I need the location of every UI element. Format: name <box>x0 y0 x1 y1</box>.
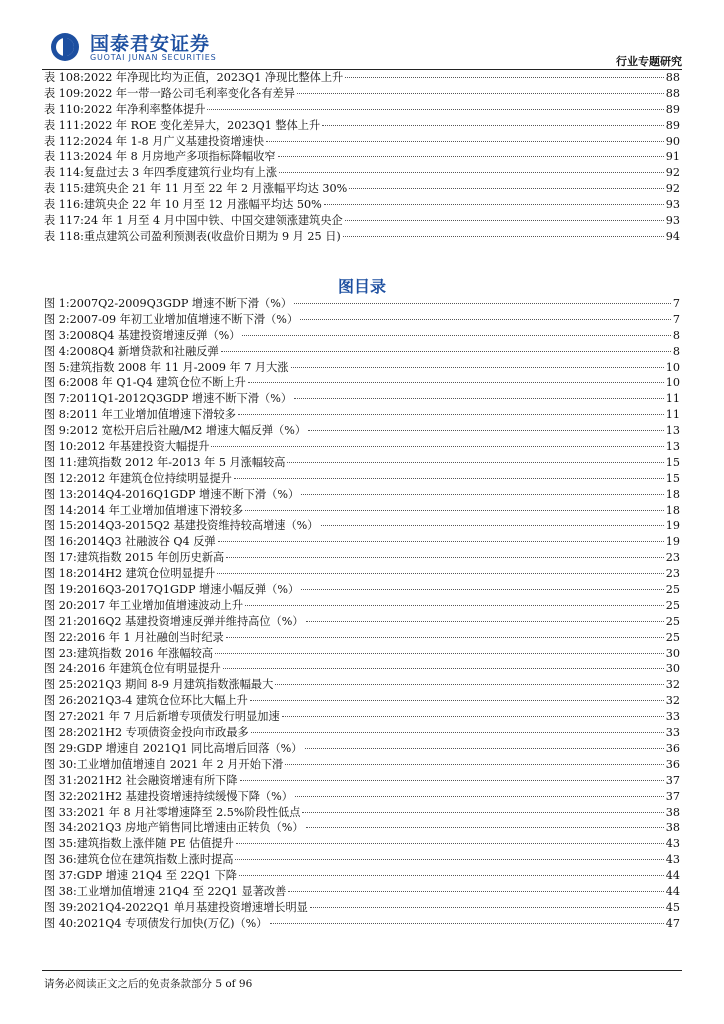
entry-number: 图 27: <box>44 710 77 724</box>
toc-entry-figure[interactable] <box>44 661 680 677</box>
entry-page-number: 38 <box>665 821 680 835</box>
entry-number: 图 29: <box>44 741 77 755</box>
toc-entry-figure[interactable] <box>44 534 680 550</box>
entry-title: 2014Q3 社融波谷 Q4 反弹 <box>76 535 216 549</box>
entry-number: 图 30: <box>44 757 77 771</box>
toc-entry-table[interactable] <box>44 102 680 118</box>
dot-leader <box>234 478 664 479</box>
entry-page-number: 7 <box>672 297 680 310</box>
entry-number: 表 109: <box>44 86 84 100</box>
toc-entry-table[interactable] <box>44 70 680 86</box>
entry-number: 图 9: <box>44 424 70 438</box>
entry-title: 建筑指数 2012 年-2013 年 5 月涨幅较高 <box>76 455 286 469</box>
entry-page-number: 93 <box>665 214 680 228</box>
tables-toc-list <box>44 70 680 245</box>
toc-entry-figure[interactable] <box>44 439 680 455</box>
dot-leader <box>239 875 664 876</box>
entry-title: 建筑仓位在建筑指数上涨时提高 <box>76 853 234 867</box>
entry-page-number: 89 <box>665 118 680 132</box>
toc-entry-figure[interactable] <box>44 487 680 503</box>
toc-entry-figure[interactable] <box>44 582 680 598</box>
entry-number: 图 11: <box>44 455 77 469</box>
entry-title: 2024 年 1-8 月广义基建投资增速快 <box>83 134 265 148</box>
entry-page-number: 89 <box>665 102 680 116</box>
entry-title: 建筑指数上涨伴随 PE 估值提升 <box>76 837 234 851</box>
toc-entry-figure[interactable] <box>44 598 680 614</box>
toc-entry-figure[interactable] <box>44 375 680 391</box>
dot-leader <box>285 764 664 765</box>
page-footer: 请务必阅读正文之后的免责条款部分 5 of 96 <box>44 978 253 990</box>
entry-page-number: 30 <box>665 662 680 676</box>
toc-entry-figure[interactable] <box>44 391 680 407</box>
entry-number: 图 3: <box>44 328 70 342</box>
entry-number: 表 115: <box>44 182 84 196</box>
entry-title: 2012 年基建投资大幅提升 <box>76 440 210 454</box>
toc-entry-figure[interactable] <box>44 423 680 439</box>
entry-page-number: 8 <box>672 328 680 342</box>
toc-entry-table[interactable] <box>44 165 680 181</box>
entry-number: 表 114: <box>44 166 84 180</box>
dot-leader <box>294 303 671 304</box>
entry-title: 建筑央企 21 年 11 月至 22 年 2 月涨幅平均达 30% <box>83 182 348 196</box>
entry-page-number: 43 <box>665 837 680 851</box>
dot-leader <box>295 796 664 797</box>
dot-leader <box>288 891 663 892</box>
dot-leader <box>308 430 664 431</box>
toc-entry-figure[interactable] <box>44 868 680 884</box>
toc-entry-figure[interactable] <box>44 518 680 534</box>
toc-entry-figure[interactable] <box>44 725 680 741</box>
entry-title: 2021Q3 房地产销售同比增速由正转负（%） <box>76 821 304 835</box>
entry-title: 2008Q4 新增贷款和社融反弹 <box>69 344 219 358</box>
toc-entry-figure[interactable] <box>44 836 680 852</box>
entry-title: 建筑央企 22 年 10 月至 12 月涨幅平均达 50% <box>83 198 322 212</box>
entry-page-number: 15 <box>665 471 680 485</box>
entry-title: 建筑指数 2008 年 11 月-2009 年 7 月大涨 <box>69 360 289 374</box>
toc-entry-figure[interactable] <box>44 820 680 836</box>
entry-number: 表 112: <box>44 134 84 148</box>
entry-title: 2007Q2-2009Q3GDP 增速不断下滑（%） <box>69 297 293 310</box>
entry-page-number: 33 <box>665 710 680 724</box>
toc-entry-figure[interactable] <box>44 550 680 566</box>
entry-title: 2021Q3 期间 8-9 月建筑指数涨幅最大 <box>76 678 274 692</box>
dot-leader <box>291 367 664 368</box>
entry-title: 2016 年 1 月社融创当时纪录 <box>76 630 224 644</box>
entry-page-number: 25 <box>665 614 680 628</box>
dot-leader <box>215 653 664 654</box>
entry-number: 图 7: <box>44 392 70 406</box>
guotai-junan-logo-icon <box>50 32 80 62</box>
entry-page-number: 10 <box>665 376 680 390</box>
entry-number: 图 39: <box>44 900 77 914</box>
entry-number: 图 10: <box>44 440 77 454</box>
entry-page-number: 10 <box>665 360 680 374</box>
entry-page-number: 33 <box>665 726 680 740</box>
dot-leader <box>345 77 664 78</box>
entry-title: 2021Q3-4 建筑仓位环比大幅上升 <box>76 694 248 708</box>
toc-entry-figure[interactable] <box>44 471 680 487</box>
toc-entry-table[interactable] <box>44 229 680 245</box>
entry-number: 图 4: <box>44 344 70 358</box>
entry-number: 图 17: <box>44 551 77 565</box>
entry-page-number: 93 <box>665 198 680 212</box>
entry-title: 2022 年 ROE 变化差异大，2023Q1 整体上升 <box>83 118 321 132</box>
report-type-label: 行业专题研究 <box>616 55 682 68</box>
entry-number: 图 40: <box>44 916 77 930</box>
entry-title: 2021Q4 专项债发行加快(万亿)（%） <box>76 916 268 930</box>
entry-number: 图 2: <box>44 312 70 326</box>
entry-number: 图 31: <box>44 773 77 787</box>
entry-number: 图 22: <box>44 630 77 644</box>
entry-title: 2021H2 社会融资增速有所下降 <box>76 773 238 787</box>
toc-entry-figure[interactable] <box>44 900 680 916</box>
entry-number: 图 18: <box>44 567 77 581</box>
entry-number: 图 13: <box>44 487 77 501</box>
toc-entry-figure[interactable] <box>44 773 680 789</box>
dot-leader <box>297 93 664 94</box>
entry-title: 2007-09 年初工业增加值增速不断下滑（%） <box>69 312 299 326</box>
entry-page-number: 11 <box>665 408 680 422</box>
dot-leader <box>294 398 664 399</box>
entry-number: 图 15: <box>44 519 77 533</box>
toc-entry-figure[interactable] <box>44 328 680 344</box>
dot-leader <box>245 510 664 511</box>
entry-title: 2011Q1-2012Q3GDP 增速不断下滑（%） <box>69 392 293 406</box>
entry-page-number: 25 <box>665 598 680 612</box>
entry-page-number: 91 <box>665 150 680 164</box>
dot-leader <box>278 156 664 157</box>
entry-number: 图 26: <box>44 694 77 708</box>
entry-page-number: 36 <box>665 757 680 771</box>
entry-number: 图 20: <box>44 598 77 612</box>
entry-number: 表 110: <box>44 102 84 116</box>
dot-leader <box>235 859 663 860</box>
toc-entry-figure[interactable] <box>44 344 680 360</box>
dot-leader <box>349 188 664 189</box>
dot-leader <box>226 557 664 558</box>
entry-number: 图 25: <box>44 678 77 692</box>
entry-number: 图 36: <box>44 853 77 867</box>
dot-leader <box>302 812 663 813</box>
entry-page-number: 11 <box>665 392 680 406</box>
entry-number: 图 32: <box>44 789 77 803</box>
entry-number: 图 21: <box>44 614 77 628</box>
entry-number: 图 12: <box>44 471 77 485</box>
dot-leader <box>245 605 664 606</box>
entry-title: 2008Q4 基建投资增速反弹（%） <box>69 328 241 342</box>
toc-entry-table[interactable] <box>44 197 680 213</box>
entry-title: 建筑指数 2016 年涨幅较高 <box>76 646 214 660</box>
entry-title: 2011 年工业增加值增速下滑较多 <box>69 408 236 422</box>
entry-title: GDP 增速 21Q4 至 22Q1 下降 <box>76 869 237 883</box>
dot-leader <box>301 494 664 495</box>
toc-entry-figure[interactable] <box>44 630 680 646</box>
toc-entry-figure[interactable] <box>44 312 680 328</box>
entry-page-number: 44 <box>665 884 680 898</box>
footer-divider <box>42 970 682 971</box>
entry-page-number: 32 <box>665 694 680 708</box>
entry-number: 图 24: <box>44 662 77 676</box>
entry-page-number: 37 <box>665 773 680 787</box>
entry-title: 2012 年建筑仓位持续明显提升 <box>76 471 232 485</box>
dot-leader <box>343 236 664 237</box>
entry-page-number: 36 <box>665 741 680 755</box>
entry-page-number: 90 <box>665 134 680 148</box>
entry-title: 2016Q3-2017Q1GDP 增速小幅反弹（%） <box>76 583 300 597</box>
toc-entry-figure[interactable] <box>44 741 680 757</box>
entry-title: 2014 年工业增加值增速下滑较多 <box>76 503 244 517</box>
entry-page-number: 13 <box>665 440 680 454</box>
entry-number: 图 34: <box>44 821 77 835</box>
entry-page-number: 23 <box>665 551 680 565</box>
toc-entry-figure[interactable] <box>44 789 680 805</box>
toc-entry-table[interactable] <box>44 86 680 102</box>
dot-leader <box>306 621 664 622</box>
dot-leader <box>207 109 663 110</box>
entry-title: 2021H2 基建投资增速持续缓慢下降（%） <box>76 789 293 803</box>
entry-title: 重点建筑公司盈利预测表(收盘价日期为 9 月 25 日) <box>83 229 341 243</box>
toc-entry-figure[interactable] <box>44 677 680 693</box>
entry-page-number: 37 <box>665 789 680 803</box>
entry-title: 2014H2 建筑仓位明显提升 <box>76 567 216 581</box>
toc-entry-figure[interactable] <box>44 693 680 709</box>
entry-number: 表 111: <box>44 118 84 132</box>
dot-leader <box>226 637 664 638</box>
entry-title: 2024 年 8 月房地产多项指标降幅收窄 <box>83 150 276 164</box>
entry-number: 图 5: <box>44 360 70 374</box>
entry-title: 2012 宽松开启后社融/M2 增速大幅反弹（%） <box>69 424 307 438</box>
entry-page-number: 25 <box>665 583 680 597</box>
entry-page-number: 23 <box>665 567 680 581</box>
dot-leader <box>321 525 664 526</box>
brand-name-cn: 国泰君安证券 <box>90 33 211 55</box>
entry-page-number: 25 <box>665 630 680 644</box>
entry-number: 图 23: <box>44 646 77 660</box>
entry-title: 2016 年建筑仓位有明显提升 <box>76 662 221 676</box>
entry-page-number: 13 <box>665 424 680 438</box>
dot-leader <box>240 780 664 781</box>
entry-page-number: 19 <box>665 535 680 549</box>
entry-number: 图 6: <box>44 376 70 390</box>
dot-leader <box>242 335 670 336</box>
entry-number: 表 117: <box>44 214 84 228</box>
entry-page-number: 32 <box>665 678 680 692</box>
toc-entry-figure[interactable] <box>44 709 680 725</box>
dot-leader <box>301 589 664 590</box>
entry-number: 图 33: <box>44 805 77 819</box>
entry-page-number: 18 <box>665 487 680 501</box>
entry-title: 24 年 1 月至 4 月中国中铁、中国交建领涨建筑央企 <box>83 214 343 228</box>
entry-title: 2016Q2 基建投资增速反弹并维持高位（%） <box>76 614 304 628</box>
dot-leader <box>221 351 671 352</box>
dot-leader <box>270 923 664 924</box>
entry-title: 2014Q4-2016Q1GDP 增速不断下滑（%） <box>76 487 300 501</box>
entry-title: 2021 年 8 月社零增速降至 2.5%阶段性低点 <box>76 805 301 819</box>
entry-number: 图 28: <box>44 726 77 740</box>
toc-entry-figure[interactable] <box>44 805 680 821</box>
dot-leader <box>211 446 663 447</box>
toc-entry-figure[interactable] <box>44 566 680 582</box>
entry-title: 复盘过去 3 年四季度建筑行业均有上涨 <box>83 166 278 180</box>
toc-entry-figure[interactable] <box>44 884 680 900</box>
entry-page-number: 18 <box>665 503 680 517</box>
entry-page-number: 47 <box>665 916 680 930</box>
brand-name-en: GUOTAI JUNAN SECURITIES <box>90 53 217 62</box>
entry-number: 表 113: <box>44 150 84 164</box>
toc-entry-figure[interactable] <box>44 757 680 773</box>
entry-number: 图 16: <box>44 535 77 549</box>
entry-page-number: 38 <box>665 805 680 819</box>
entry-page-number: 45 <box>665 900 680 914</box>
entry-page-number: 30 <box>665 646 680 660</box>
toc-entry-figure[interactable] <box>44 407 680 423</box>
dot-leader <box>238 414 664 415</box>
dot-leader <box>279 172 664 173</box>
dot-leader <box>324 204 664 205</box>
toc-entry-figure[interactable] <box>44 614 680 630</box>
entry-title: GDP 增速自 2021Q1 同比高增后回落（%） <box>76 741 303 755</box>
entry-number: 图 35: <box>44 837 77 851</box>
dot-leader <box>322 125 664 126</box>
dot-leader <box>305 748 664 749</box>
entry-page-number: 8 <box>672 344 680 358</box>
entry-title: 2008 年 Q1-Q4 建筑仓位不断上升 <box>69 376 246 390</box>
toc-entry-table[interactable] <box>44 181 680 197</box>
entry-page-number: 88 <box>665 71 680 84</box>
dot-leader <box>248 382 664 383</box>
dot-leader <box>218 541 664 542</box>
entry-page-number: 44 <box>665 869 680 883</box>
dot-leader <box>306 827 664 828</box>
entry-number: 表 118: <box>44 229 84 243</box>
toc-entry-table[interactable] <box>44 213 680 229</box>
entry-number: 图 19: <box>44 583 77 597</box>
dot-leader <box>287 462 663 463</box>
entry-page-number: 88 <box>665 86 680 100</box>
toc-entry-figure[interactable] <box>44 646 680 662</box>
entry-number: 表 108: <box>44 71 84 84</box>
toc-entry-figure[interactable] <box>44 360 680 376</box>
entry-number: 图 8: <box>44 408 70 422</box>
entry-page-number: 92 <box>665 182 680 196</box>
toc-entry-table[interactable] <box>44 134 680 150</box>
entry-title: 工业增加值增速自 2021 年 2 月开始下滑 <box>76 757 284 771</box>
entry-page-number: 92 <box>665 166 680 180</box>
dot-leader <box>300 319 671 320</box>
entry-title: 2021H2 专项债资金投向市政最多 <box>76 726 249 740</box>
entry-number: 图 38: <box>44 884 77 898</box>
toc-entry-figure[interactable] <box>44 503 680 519</box>
dot-leader <box>275 684 663 685</box>
entry-title: 2017 年工业增加值增速波动上升 <box>76 598 244 612</box>
dot-leader <box>310 907 664 908</box>
dot-leader <box>345 220 664 221</box>
entry-page-number: 94 <box>665 229 680 243</box>
toc-entry-figure[interactable] <box>44 455 680 471</box>
entry-title: 2022 年净现比均为正值，2023Q1 净现比整体上升 <box>83 71 344 84</box>
dot-leader <box>236 843 664 844</box>
entry-number: 图 1: <box>44 297 70 310</box>
entry-page-number: 43 <box>665 853 680 867</box>
page-header <box>0 0 724 72</box>
entry-title: 2022 年净利率整体提升 <box>83 102 206 116</box>
toc-entry-figure[interactable] <box>44 296 680 312</box>
entry-page-number: 15 <box>665 455 680 469</box>
figures-toc-list <box>44 296 680 932</box>
dot-leader <box>282 716 664 717</box>
entry-number: 表 116: <box>44 198 84 212</box>
dot-leader <box>223 668 664 669</box>
dot-leader <box>217 573 664 574</box>
dot-leader <box>250 700 664 701</box>
entry-title: 2014Q3-2015Q2 基建投资维持较高增速（%） <box>76 519 319 533</box>
entry-number: 图 14: <box>44 503 77 517</box>
toc-entry-table[interactable] <box>44 118 680 134</box>
toc-entry-table[interactable] <box>44 149 680 165</box>
dot-leader <box>266 141 664 142</box>
toc-entry-figure[interactable] <box>44 852 680 868</box>
entry-title: 工业增加值增速 21Q4 至 22Q1 显著改善 <box>76 884 287 898</box>
entry-title: 2021 年 7 月后新增专项债发行明显加速 <box>76 710 280 724</box>
figures-toc-heading: 图目录 <box>337 277 386 296</box>
dot-leader <box>251 732 664 733</box>
entry-title: 建筑指数 2015 年创历史新高 <box>76 551 225 565</box>
entry-number: 图 37: <box>44 869 77 883</box>
toc-entry-figure[interactable] <box>44 916 680 932</box>
entry-page-number: 7 <box>672 312 680 326</box>
entry-page-number: 19 <box>665 519 680 533</box>
entry-title: 2021Q4-2022Q1 单月基建投资增速增长明显 <box>76 900 308 914</box>
entry-title: 2022 年一带一路公司毛利率变化各有差异 <box>83 86 295 100</box>
